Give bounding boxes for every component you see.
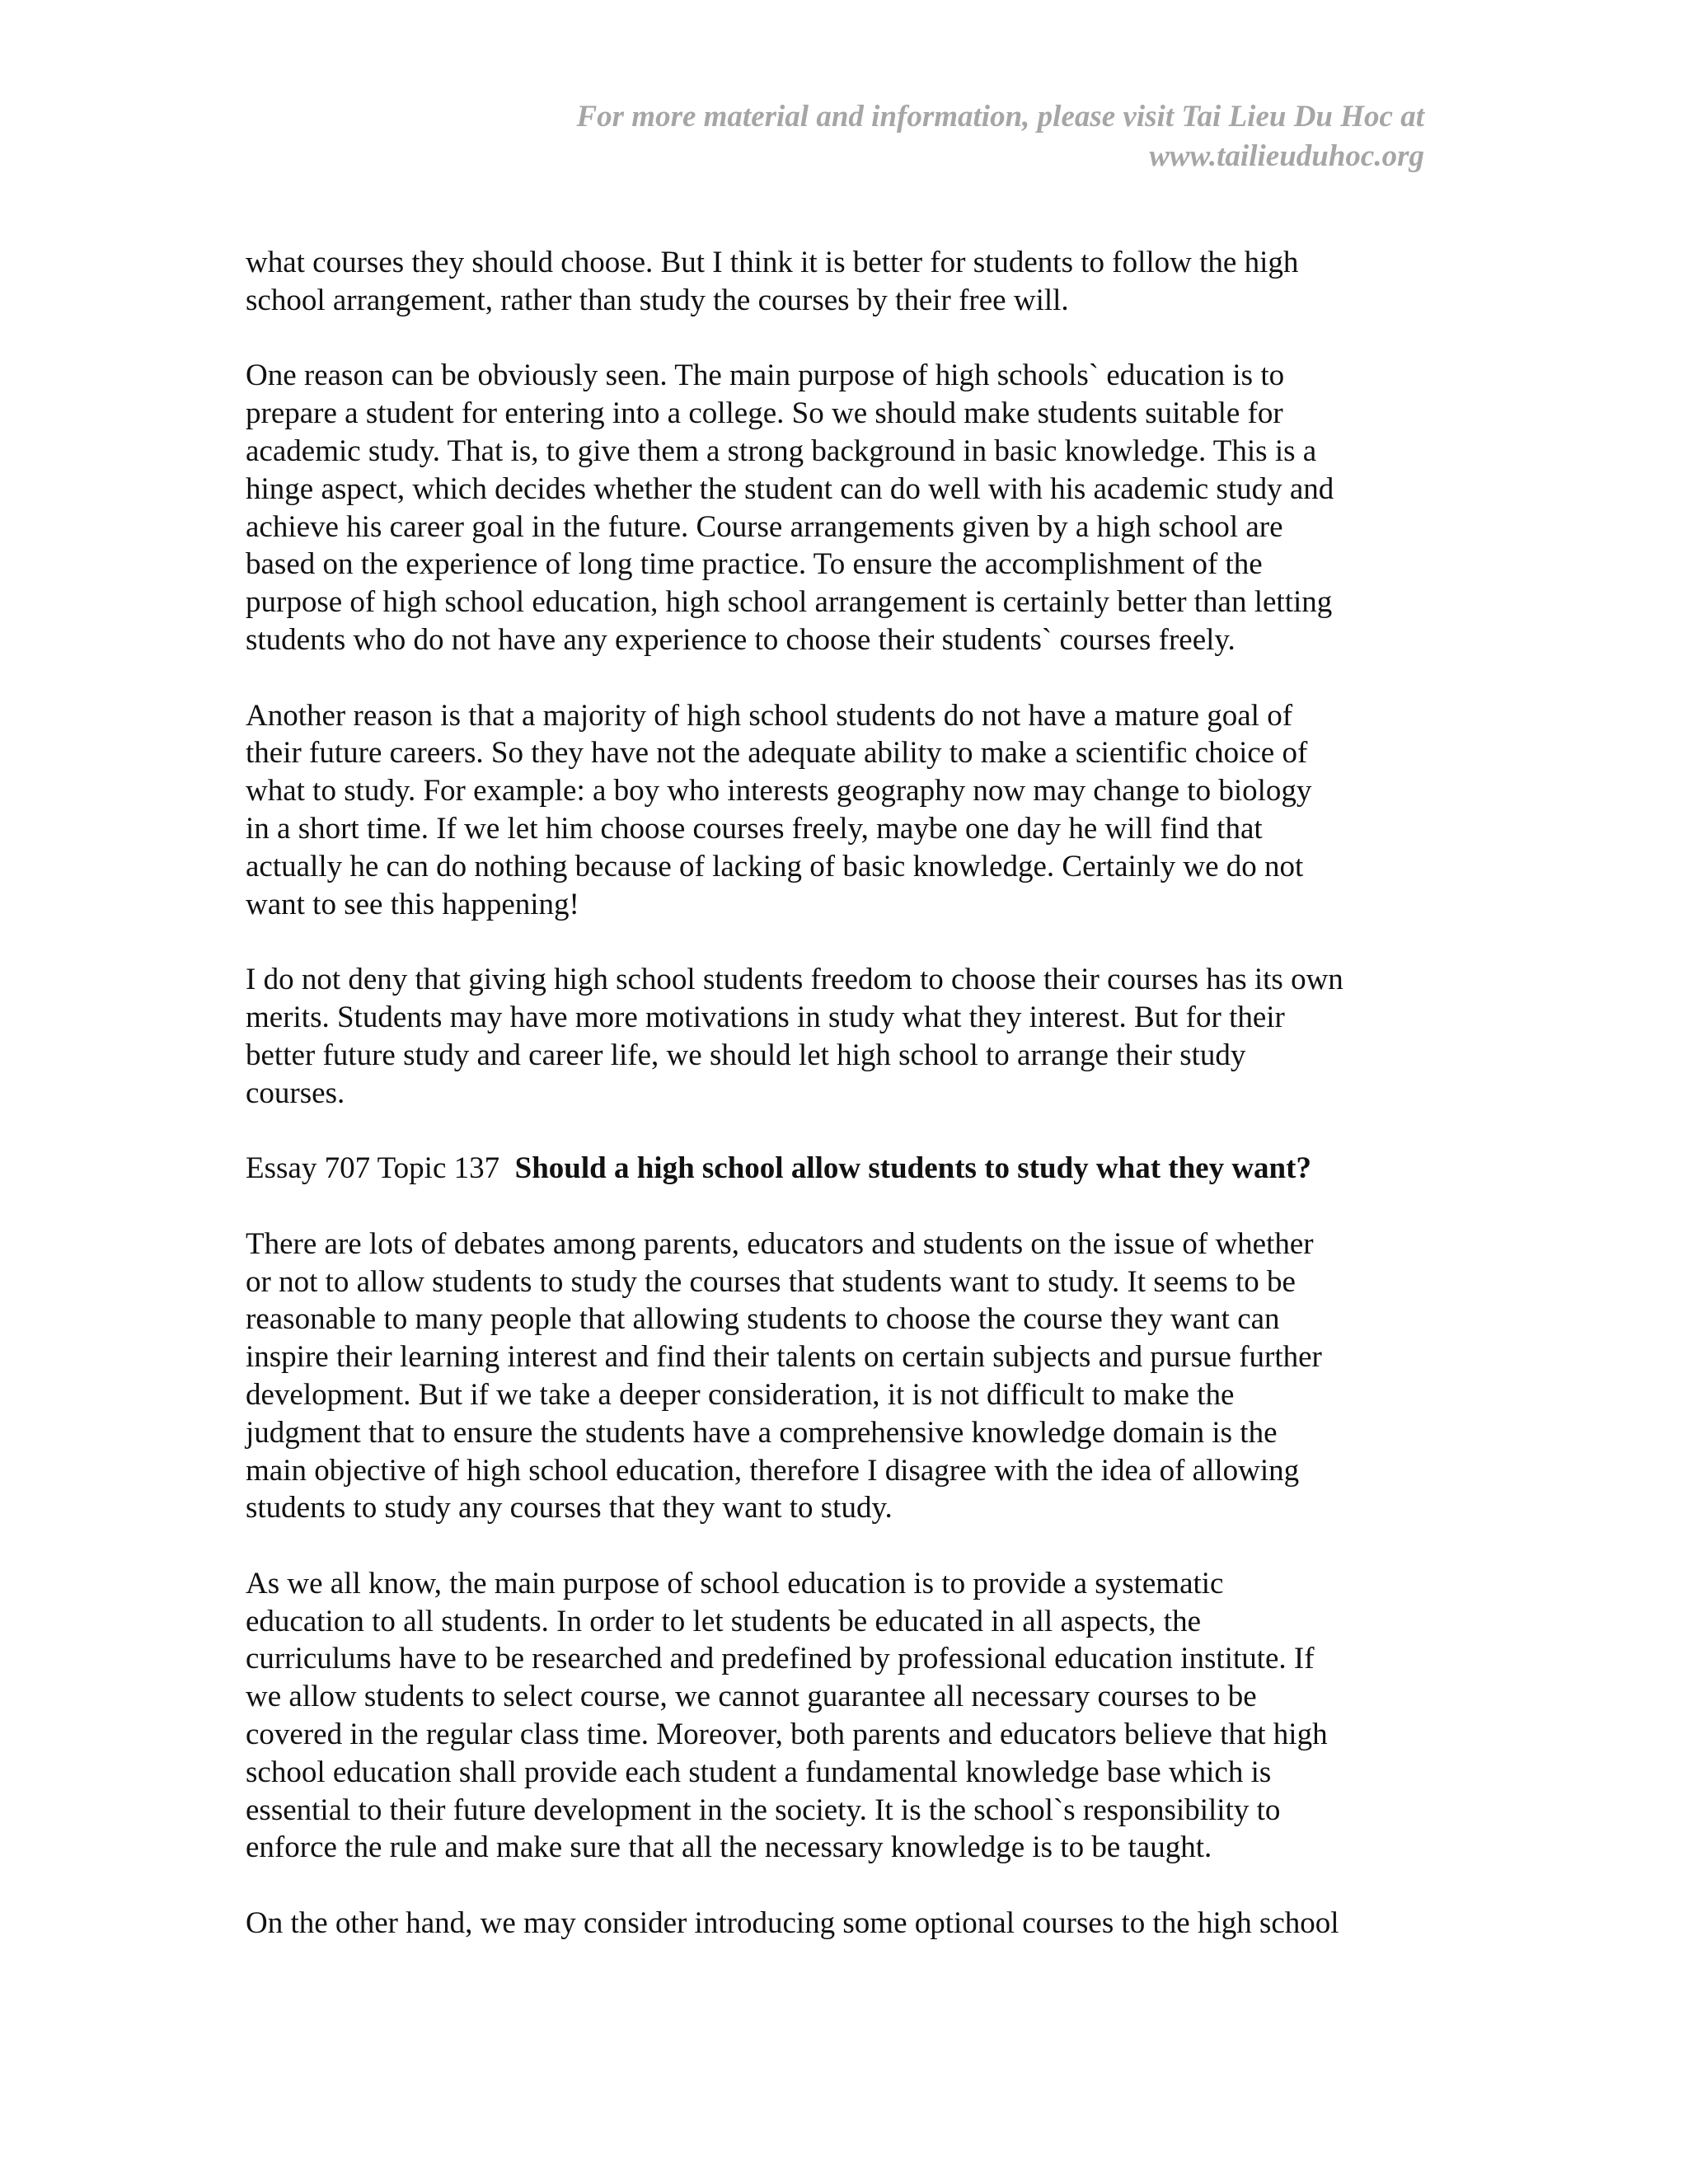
text-line: curriculums have to be researched and predefined by professional education institute. If xyxy=(246,1642,1315,1676)
text-line: judgment that to ensure the students have a comprehensive knowledge domain is the xyxy=(246,1415,1278,1450)
paragraph xyxy=(246,697,1432,924)
essay-heading xyxy=(246,1150,1432,1188)
text-line: purpose of high school education, high school arrangement is certainly better than letting xyxy=(246,585,1333,620)
essay-label: Essay 707 Topic 137 xyxy=(246,1151,500,1186)
paragraph xyxy=(246,1565,1432,1867)
paragraph xyxy=(246,244,1432,320)
text-line: essential to their future development in the society. It is the school`s responsibility to xyxy=(246,1793,1281,1827)
page-header xyxy=(353,97,1424,176)
text-line: education to all students. In order to let students be educated in all aspects, the xyxy=(246,1604,1201,1638)
text-line: their future careers. So they have not the adequate ability to make a scientific choice of xyxy=(246,736,1308,771)
text-line: enforce the rule and make sure that all the necessary knowledge is to be taught. xyxy=(246,1830,1212,1865)
paragraph xyxy=(246,1905,1432,1943)
text-line: As we all know, the main purpose of school education is to provide a systematic xyxy=(246,1566,1224,1601)
text-line: better future study and career life, we should let high school to arrange their study xyxy=(246,1038,1246,1072)
text-line: actually he can do nothing because of lacking of basic knowledge. Certainly we do not xyxy=(246,849,1304,883)
header-line-2: www.tailieuduhoc.org xyxy=(1149,139,1424,173)
paragraph xyxy=(246,1226,1432,1527)
header-line-1: For more material and information, please visit Tai Lieu Du Hoc at xyxy=(576,100,1424,134)
text-line: students to study any courses that they want to study. xyxy=(246,1491,893,1526)
text-line: in a short time. If we let him choose courses freely, maybe one day he will find that xyxy=(246,811,1263,846)
text-line: merits. Students may have more motivations in study what they interest. But for their xyxy=(246,1000,1285,1034)
text-line: hinge aspect, which decides whether the student can do well with his academic study and xyxy=(246,471,1334,506)
text-line: prepare a student for entering into a college. So we should make students suitable for xyxy=(246,396,1283,431)
paragraph xyxy=(246,357,1432,658)
text-line: want to see this happening! xyxy=(246,887,579,921)
text-line: Another reason is that a majority of high school students do not have a mature goal of xyxy=(246,698,1293,733)
text-line: or not to allow students to study the courses that students want to study. It seems to be xyxy=(246,1264,1296,1299)
text-line: academic study. That is, to give them a strong background in basic knowledge. This is a xyxy=(246,434,1317,468)
text-line: There are lots of debates among parents, educators and students on the issue of whether xyxy=(246,1226,1314,1261)
text-line: On the other hand, we may consider introducing some optional courses to the high school xyxy=(246,1906,1339,1941)
text-line: development. But if we take a deeper consideration, it is not difficult to make the xyxy=(246,1377,1235,1412)
text-line: school arrangement, rather than study the courses by their free will. xyxy=(246,283,1069,317)
text-line: school education shall provide each student a fundamental knowledge base which is xyxy=(246,1755,1272,1789)
essay-title: Should a high school allow students to study what they want? xyxy=(514,1151,1311,1186)
text-line: main objective of high school education, therefore I disagree with the idea of allowing xyxy=(246,1453,1300,1488)
text-line: reasonable to many people that allowing students to choose the course they want can xyxy=(246,1302,1280,1337)
text-line: inspire their learning interest and find their talents on certain subjects and pursue further xyxy=(246,1340,1322,1375)
text-line: covered in the regular class time. Moreover, both parents and educators believe that high xyxy=(246,1718,1328,1752)
text-line: courses. xyxy=(246,1076,345,1110)
text-line: students who do not have any experience to choose their students` courses freely. xyxy=(246,622,1236,657)
document-body xyxy=(246,244,1432,1980)
text-line: based on the experience of long time practice. To ensure the accomplishment of the xyxy=(246,547,1263,582)
text-line: what to study. For example: a boy who interests geography now may change to biology xyxy=(246,774,1312,808)
text-line: what courses they should choose. But I think it is better for students to follow the high xyxy=(246,246,1299,279)
paragraph xyxy=(246,961,1432,1112)
text-line: I do not deny that giving high school students freedom to choose their courses has its own xyxy=(246,963,1343,997)
text-line: achieve his career goal in the future. Course arrangements given by a high school are xyxy=(246,509,1283,544)
text-line: we allow students to select course, we cannot guarantee all necessary courses to be xyxy=(246,1680,1257,1714)
text-line: One reason can be obviously seen. The main purpose of high schools` education is to xyxy=(246,359,1285,393)
